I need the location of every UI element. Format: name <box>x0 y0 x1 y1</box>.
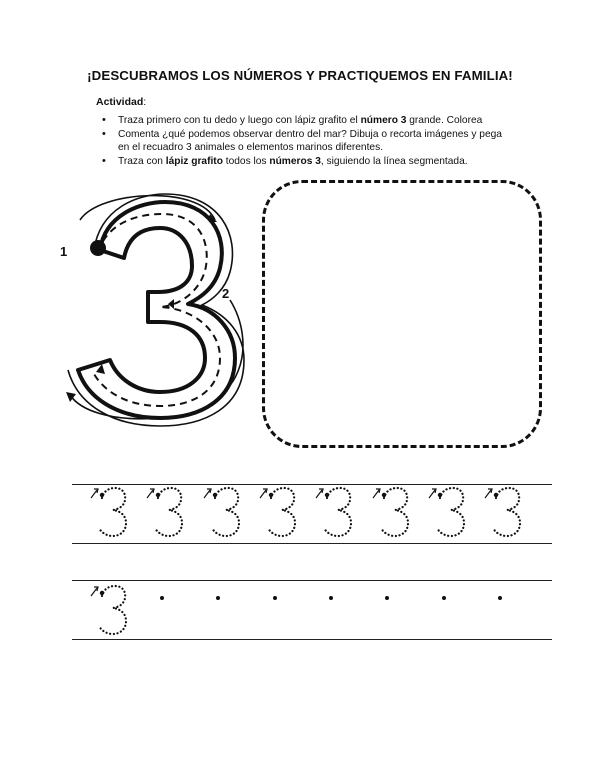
activity-label: Actividad: <box>96 96 147 108</box>
worksheet-title: ¡DESCUBRAMOS LOS NÚMEROS Y PRACTIQUEMOS EN FAMILIA! <box>87 68 513 83</box>
start-dot[interactable] <box>442 596 446 600</box>
start-dot[interactable] <box>385 596 389 600</box>
instruction-item: • Traza con lápiz grafito todos los números 3, siguiendo la línea segmentada. <box>96 155 516 169</box>
start-dot[interactable] <box>498 596 502 600</box>
guide-line <box>72 543 552 544</box>
dotted-three-tracer[interactable] <box>426 484 470 542</box>
dotted-three-tracer[interactable] <box>482 484 526 542</box>
guide-line <box>72 580 552 581</box>
drawing-box[interactable] <box>262 180 542 448</box>
dotted-three-tracer[interactable] <box>144 484 188 542</box>
dotted-three-tracer[interactable] <box>88 582 132 640</box>
dotted-three-tracer[interactable] <box>257 484 301 542</box>
start-dot[interactable] <box>329 596 333 600</box>
dotted-three-tracer[interactable] <box>370 484 414 542</box>
start-dot[interactable] <box>216 596 220 600</box>
start-dot[interactable] <box>273 596 277 600</box>
guide-line <box>72 639 552 640</box>
instructions-list <box>96 114 516 168</box>
big-number-three[interactable] <box>50 180 250 430</box>
start-dot[interactable] <box>160 596 164 600</box>
stroke-label-1: 1 <box>60 244 68 259</box>
instruction-item: • Traza primero con tu dedo y luego con lápiz grafito el número 3 grande. Colorea <box>96 114 516 128</box>
dotted-three-tracer[interactable] <box>88 484 132 542</box>
dotted-three-tracer[interactable] <box>201 484 245 542</box>
stroke-label-2: 2 <box>222 286 230 301</box>
dotted-three-tracer[interactable] <box>313 484 357 542</box>
instruction-item: • Comenta ¿qué podemos observar dentro del mar? Dibuja o recorta imágenes y pega en el recuadro 3 animales o elementos marinos diferentes. <box>96 128 516 155</box>
